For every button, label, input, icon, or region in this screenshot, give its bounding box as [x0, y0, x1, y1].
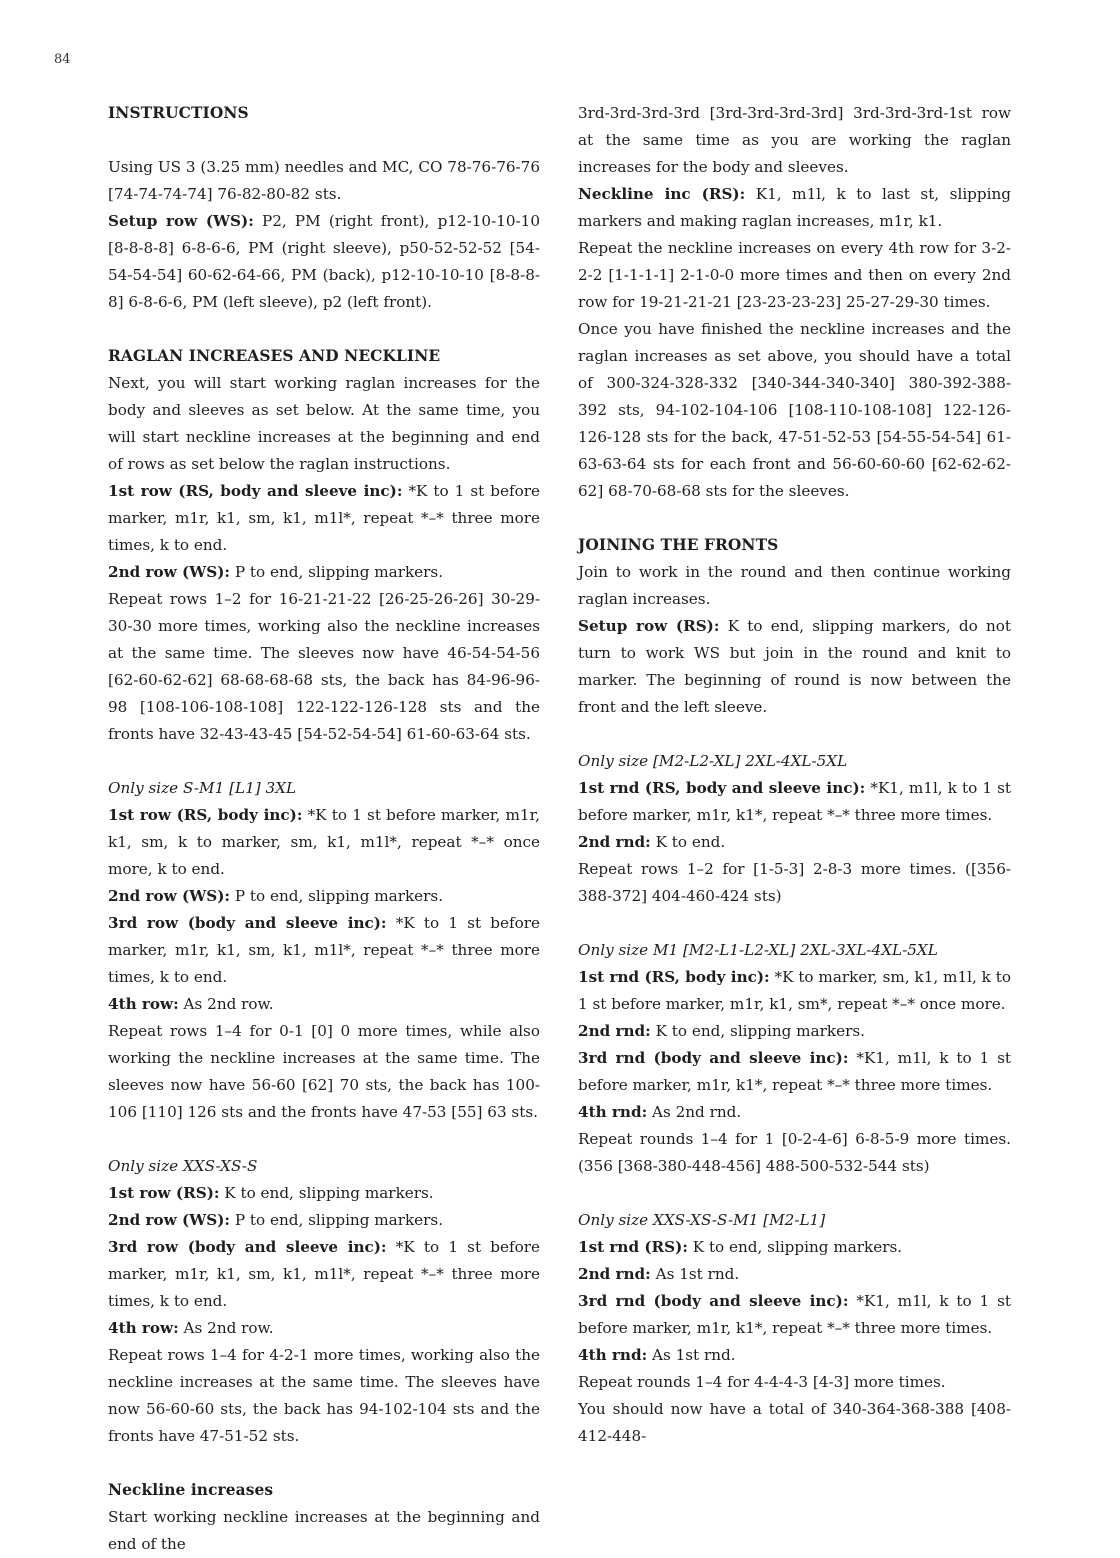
instruction-setup-row [108, 208, 540, 316]
paragraph-total: You should now have a total of 340-364-368-388 [408-412-448- [578, 1400, 1011, 1445]
row-text: K to end, slipping markers. [650, 1022, 865, 1040]
instruction-row [108, 1180, 540, 1207]
row-label: 1st rnd (RS, body and sleeve inc): [578, 779, 866, 797]
paragraph-repeat: Repeat rows 1–4 for 0-1 [0] 0 more times, while also working the neckline increases at the same time. The sleeves now have 56-60 [62] 70 sts, the back has 100-106 [110] 126 sts and the fronts have 47-53 [55] 63 sts. [108, 1022, 540, 1121]
row-text: *K to 1 st before marker, m1r, k1, sm, k to marker, sm, k1, m1l*, repeat *–* once more, k to end. [108, 806, 540, 878]
row-text: K to end, slipping markers, do not turn to work WS but join in the round and knit to marker. The beginning of round is now between the front and the left sleeve. [578, 617, 1012, 716]
row-text: As 1st rnd. [647, 1346, 736, 1364]
row-label: 4th row: [108, 995, 179, 1013]
instruction-row [108, 883, 540, 910]
instruction-row [578, 1018, 1011, 1045]
row-label: 2nd rnd: [578, 1022, 651, 1040]
paragraph-repeat: Repeat rounds 1–4 for 4-4-4-3 [4-3] more times. [578, 1373, 946, 1391]
instruction-row [578, 1234, 1011, 1261]
paragraph-neckline-repeat: Repeat the neckline increases on every 4th row for 3-2-2-2 [1-1-1-1] 2-1-0-0 more times and then on every 2nd row for 19-21-21-21 [23-23-23-23] 25-27-29-30 times. [578, 239, 1011, 311]
row-label: Setup row (RS): [578, 617, 720, 635]
instruction-row [578, 1261, 1011, 1288]
row-label: 2nd row (WS): [108, 1211, 231, 1229]
heading-raglan: RAGLAN INCREASES AND NECKLINE [108, 347, 441, 365]
paragraph-next: Next, you will start working raglan increases for the body and sleeves as set below. At the same time, you will start neckline increases at the beginning and end of rows as set below the raglan instructions. [108, 374, 540, 473]
row-text: K to end. [650, 833, 726, 851]
instruction-row [108, 802, 540, 883]
paragraph-repeat: Repeat rounds 1–4 for 1 [0-2-4-6] 6-8-5-9 more times. (356 [368-380-448-456] 488-500-532-544 sts) [578, 1130, 1011, 1175]
paragraph-neckline-start: Start working neckline increases at the beginning and end of the [108, 1508, 540, 1553]
row-text: As 2nd row. [178, 1319, 274, 1337]
instruction-row [578, 1099, 1011, 1126]
instruction-row [578, 775, 1011, 829]
instruction-row [108, 991, 540, 1018]
right-column [578, 100, 1011, 1450]
paragraph-repeat: Repeat rows 1–2 for 16-21-21-22 [26-25-26-26] 30-29-30-30 more times, working also the neckline increases at the same time. The sleeves now have 46-54-54-56 [62-60-62-62] 68-68-68-68 sts, the back has 84-96-96-98 [108-106-108-108] 122-122-126-128 sts and the fronts have 32-43-43-45 [54-52-54-54] 61-60-63-64 sts. [108, 590, 540, 743]
instruction-row [578, 1342, 1011, 1369]
row-text: P2, PM (right front), p12-10-10-10 [8-8-8-8] 6-8-6-6, PM (right sleeve), p50-52-52-52 [54-54-54-54] 60-62-64-66, PM (back), p12-10-10-10 [8-8-8-8] 6-8-6-6, PM (left sleeve), p2 (left front). [108, 212, 540, 311]
paragraph-cast-on: Using US 3 (3.25 mm) needles and MC, CO 78-76-76-76 [74-74-74-74] 76-82-80-82 sts. [108, 158, 540, 203]
subheading-size-xxs-xs-s: Only size XXS-XS-S [108, 1157, 258, 1175]
row-text: K1, m1l, k to last st, slipping markers and making raglan increases, m1r, k1. [578, 185, 1011, 230]
left-column [108, 100, 540, 1558]
row-label: 3rd rnd (body and sleeve inc): [578, 1292, 849, 1310]
paragraph-continued: 3rd-3rd-3rd-3rd [3rd-3rd-3rd-3rd] 3rd-3rd-3rd-1st row at the same time as you are working the raglan increases for the body and sleeves. [578, 104, 1011, 176]
instruction-row [578, 964, 1011, 1018]
row-label: 2nd rnd: [578, 1265, 651, 1283]
instruction-neckline-inc [578, 181, 1011, 235]
instruction-row [578, 829, 1011, 856]
row-text: *K1, m1l, k to 1 st before marker, m1r, k1*, repeat *–* three more times. [578, 1049, 1011, 1094]
row-label: 1st rnd (RS, body inc): [578, 968, 770, 986]
row-text: P to end, slipping markers. [230, 887, 444, 905]
row-text: K to end, slipping markers. [219, 1184, 434, 1202]
subheading-size-m1: Only size M1 [M2-L1-L2-XL] 2XL-3XL-4XL-5XL [578, 941, 938, 959]
row-label: 2nd row (WS): [108, 563, 231, 581]
row-label: 1st row (RS, body inc): [108, 806, 303, 824]
row-text: *K1, m1l, k to 1 st before marker, m1r, k1*, repeat *–* three more times. [578, 1292, 1011, 1337]
instruction-setup-row [578, 613, 1011, 721]
row-text: P to end, slipping markers. [230, 1211, 444, 1229]
heading-joining-fronts: JOINING THE FRONTS [578, 536, 779, 554]
paragraph-join: Join to work in the round and then continue working raglan increases. [578, 563, 1011, 608]
row-text: *K1, m1l, k to 1 st before marker, m1r, k1*, repeat *–* three more times. [578, 779, 1011, 824]
row-label: Setup row (WS): [108, 212, 254, 230]
row-label: 3rd rnd (body and sleeve inc): [578, 1049, 849, 1067]
row-text: K to end, slipping markers. [687, 1238, 903, 1256]
instruction-row [108, 1207, 540, 1234]
row-text: As 2nd row. [178, 995, 274, 1013]
heading-neckline-increases: Neckline increases [108, 1481, 274, 1499]
row-text: *K to 1 st before marker, m1r, k1, sm, k1, m1l*, repeat *–* three more times, k to end. [108, 1238, 540, 1310]
subheading-size-s-m1: Only size S-M1 [L1] 3XL [108, 779, 297, 797]
instruction-row [578, 1045, 1011, 1099]
row-label: 3rd row (body and sleeve inc): [108, 914, 387, 932]
row-label: 4th row: [108, 1319, 179, 1337]
paragraph-repeat: Repeat rows 1–2 for [1-5-3] 2-8-3 more times. ([356-388-372] 404-460-424 sts) [578, 860, 1011, 905]
row-label: 1st row (RS, body and sleeve inc): [108, 482, 403, 500]
instruction-row [108, 1315, 540, 1342]
row-label: 3rd row (body and sleeve inc): [108, 1238, 387, 1256]
instruction-row [578, 1288, 1011, 1342]
row-label: Neckline inc (RS): [578, 185, 746, 203]
row-text: P to end, slipping markers. [230, 563, 444, 581]
instruction-row-1 [108, 478, 540, 559]
row-label: 4th rnd: [578, 1346, 648, 1364]
instruction-row [108, 1234, 540, 1315]
paragraph-repeat: Repeat rows 1–4 for 4-2-1 more times, working also the neckline increases at the same time. The sleeves have now 56-60-60 sts, the back has 94-102-104 sts and the fronts have 47-51-52 sts. [108, 1346, 540, 1445]
instruction-row-2 [108, 559, 540, 586]
row-label: 4th rnd: [578, 1103, 648, 1121]
row-text: *K to 1 st before marker, m1r, k1, sm, k1, m1l*, repeat *–* three more times, k to end. [108, 482, 541, 554]
subheading-size-m2: Only size [M2-L2-XL] 2XL-4XL-5XL [578, 752, 848, 770]
row-label: 2nd row (WS): [108, 887, 231, 905]
heading-instructions: INSTRUCTIONS [108, 104, 249, 122]
row-text: *K to marker, sm, k1, m1l, k to 1 st before marker, m1r, k1, sm*, repeat *–* once more. [578, 968, 1011, 1013]
row-label: 1st rnd (RS): [578, 1238, 688, 1256]
subheading-size-xxs-m1: Only size XXS-XS-S-M1 [M2-L1] [578, 1211, 826, 1229]
row-text: *K to 1 st before marker, m1r, k1, sm, k1, m1l*, repeat *–* three more times, k to end. [108, 914, 540, 986]
row-label: 1st row (RS): [108, 1184, 220, 1202]
instruction-row [108, 910, 540, 991]
row-text: As 2nd rnd. [647, 1103, 742, 1121]
page-number: 84 [54, 52, 71, 67]
paragraph-totals: Once you have finished the neckline increases and the raglan increases as set above, you should have a total of 300-324-328-332 [340-344-340-340] 380-392-388-392 sts, 94-102-104-106 [108-110-108-108] 122-126-126-128 sts for the back, 47-51-52-53 [54-55-54-54] 61-63-63-64 sts for each front and 56-60-60-60 [62-62-62-62] 68-70-68-68 sts for the sleeves. [578, 320, 1011, 500]
row-text: As 1st rnd. [650, 1265, 740, 1283]
row-label: 2nd rnd: [578, 833, 651, 851]
